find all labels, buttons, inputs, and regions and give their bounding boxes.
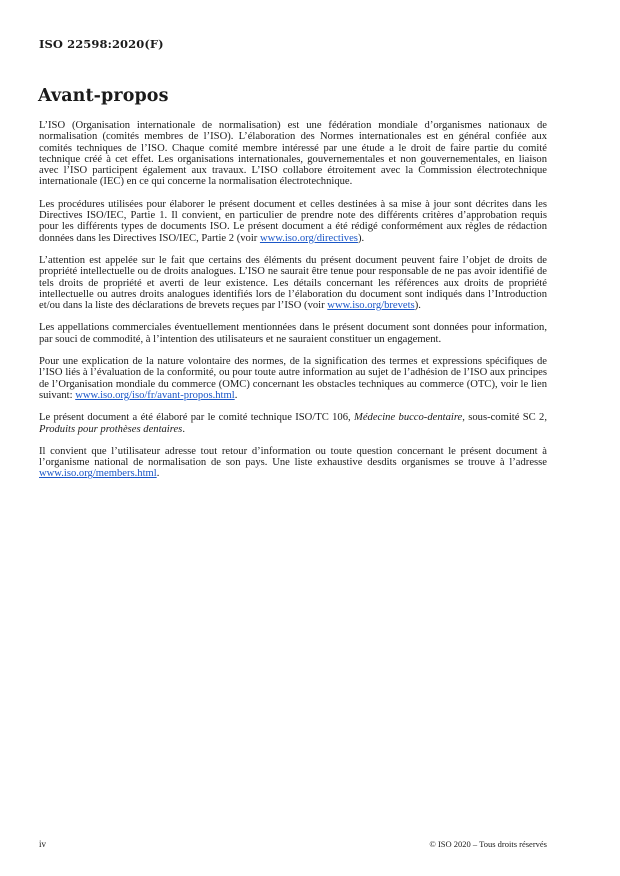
paragraph-text: . xyxy=(234,389,238,401)
paragraph-conformity xyxy=(39,356,547,401)
foreword-body xyxy=(39,120,547,491)
paragraph-text: . xyxy=(182,423,185,435)
subcommittee-name: Produits pour prothèses dentaires xyxy=(39,423,183,435)
paragraph-text: Il convient que l’utilisateur adresse tout retour d’information ou toute question concernant le présent document à l’organisme national de normalisation de son pays. Une liste exhaustive desdits organismes se trouve à l’adresse xyxy=(39,445,547,469)
paragraph-feedback xyxy=(39,446,547,480)
paragraph-text: L’ISO (Organisation internationale de normalisation) est une fédération mondiale d’organismes nationaux de normalisation (comités membres de l’ISO). L’élaboration des Normes internationales est en général confiée aux comités techniques de l’ISO. Chaque comité membre intéressé par une étude a le droit de faire partie du comité technique créé à cet effet. Les organisations internationales, gouvernementales et non gouvernementales, en liaison avec l’ISO participent également aux travaux. L’ISO collabore étroitement avec la Commission électrotechnique internationale (IEC) en ce qui concerne la normalisation électrotechnique. xyxy=(39,120,547,188)
patents-link[interactable]: www.iso.org/brevets xyxy=(327,300,415,312)
paragraph-text: Les procédures utilisées pour élaborer le présent document et celles destinées à sa mise à jour sont décrites dans les Directives ISO/IEC, Partie 1. Il convient, en particulier de prendre note des différents critères d’approbation requis pour les différents types de documents ISO. Le présent document a été rédigé conformément aux règles de rédaction données dans les Directives ISO/IEC, Partie 2 (voir xyxy=(39,198,547,244)
paragraph-text: , sous-comité SC 2, xyxy=(462,412,547,424)
page-number: iv xyxy=(39,839,47,849)
paragraph-procedures xyxy=(39,199,547,244)
page-title: Avant-propos xyxy=(38,86,169,106)
paragraph-committee xyxy=(39,412,547,435)
paragraph-text: Pour une explication de la nature volontaire des normes, de la signification des termes et expressions spécifiques de l’ISO liés à l’évaluation de la conformité, ou pour toute autre information au sujet de l’adhésion de l’ISO aux principes de l’Organisation mondiale du commerce (OMC) concernant les obstacles techniques au commerce (OTC), voir le lien suivant: xyxy=(39,356,547,401)
paragraph-text: Les appellations commerciales éventuellement mentionnées dans le présent document sont données pour information, par souci de commodité, à l’intention des utilisateurs et ne sauraient constituer un engagement. xyxy=(39,322,547,345)
paragraph-organisation xyxy=(39,120,547,188)
directives-link[interactable]: www.iso.org/directives xyxy=(259,232,358,244)
paragraph-text: Le présent document a été élaboré par le comité technique ISO/TC 106, xyxy=(39,412,355,424)
paragraph-text: . xyxy=(156,468,160,480)
paragraph-trade-names xyxy=(39,322,547,345)
foreword-link[interactable]: www.iso.org/iso/fr/avant-propos.html xyxy=(75,389,235,401)
document-id: ISO 22598:2020(F) xyxy=(39,37,164,51)
paragraph-patents xyxy=(39,255,547,311)
paragraph-text: L’attention est appelée sur le fait que certains des éléments du présent document peuvent faire l’objet de droits de propriété intellectuelle ou de droits analogues. L’ISO ne saurait être tenue pour responsable de ne pas avoir identifié de tels droits de propriété et averti de leur existence. Les détails concernant les références aux droits de propriété intellectuelle ou autres droits analogues identifiés lors de l’élaboration du document sont indiqués dans l’Introduction et/ou dans la liste des déclarations de brevets reçues par l’ISO (voir xyxy=(39,254,547,312)
copyright-notice: © ISO 2020 – Tous droits réservés xyxy=(429,839,547,849)
committee-name: Médecine bucco-dentaire xyxy=(354,412,463,424)
members-link[interactable]: www.iso.org/members.html xyxy=(39,468,157,480)
paragraph-text: ). xyxy=(414,300,421,312)
paragraph-text: ). xyxy=(357,232,365,244)
